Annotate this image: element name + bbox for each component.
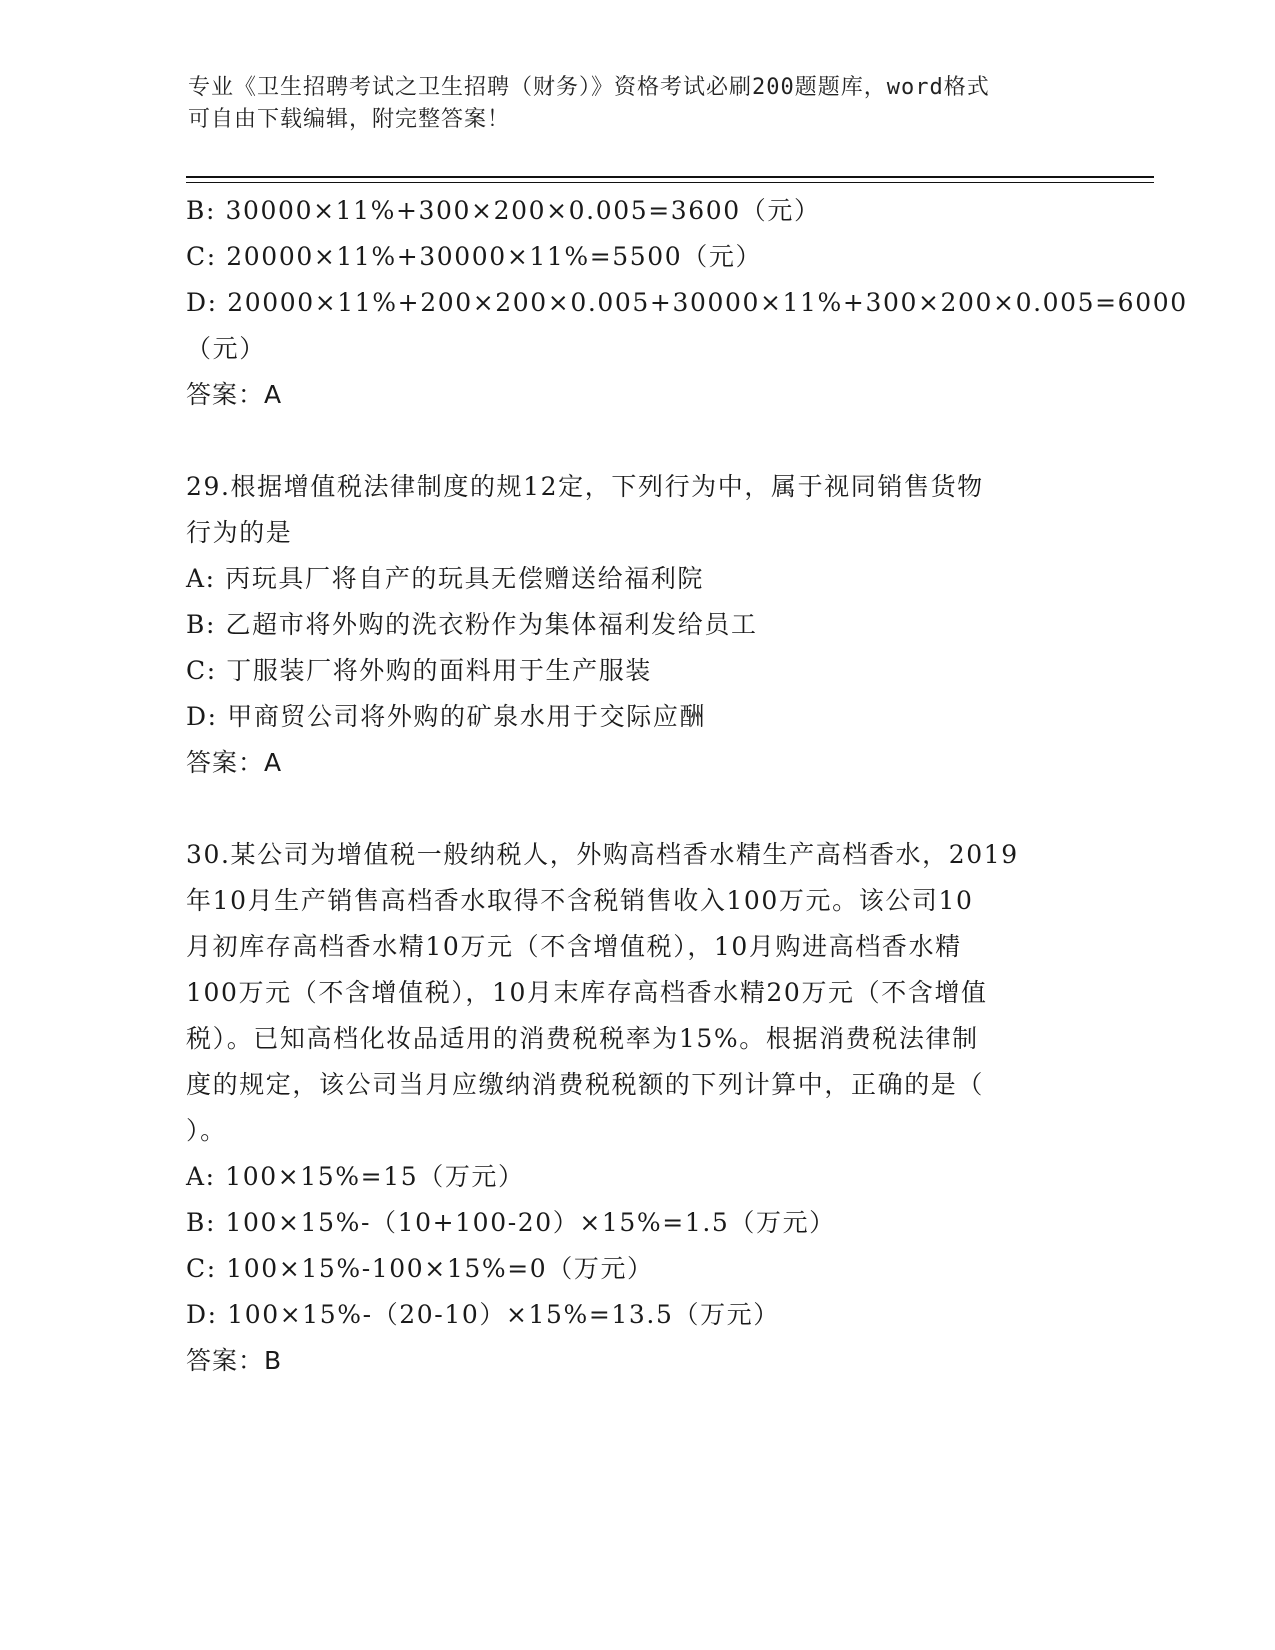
q29-stem-line-2: 行为的是 [186, 518, 293, 547]
q30-stem-line-7: ）。 [186, 1116, 227, 1145]
q29-option-d: D: 甲商贸公司将外购的矿泉水用于交际应酬 [186, 702, 707, 731]
q28-option-b: B: 30000×11%+300×200×0.005=3600（元） [186, 196, 821, 225]
q30-answer: 答案：B [186, 1346, 283, 1375]
q30-option-c: C: 100×15%-100×15%=0（万元） [186, 1254, 654, 1283]
q30-option-a: A: 100×15%=15（万元） [186, 1162, 525, 1191]
document-body [186, 188, 1188, 1384]
q28-option-c: C: 20000×11%+30000×11%=5500（元） [186, 242, 763, 271]
q30-stem-line-4: 100万元（不含增值税），10月末库存高档香水精20万元（不含增值 [186, 978, 988, 1007]
header-divider-thick [186, 176, 1154, 178]
q28-option-d-line-1: D: 20000×11%+200×200×0.005+30000×11%+300×200×0.005=6000 [186, 288, 1188, 317]
header-title-line-2: 可自由下载编辑，附完整答案！ [188, 107, 511, 132]
q30-stem-line-6: 度的规定，该公司当月应缴纳消费税税额的下列计算中，正确的是（ [186, 1070, 985, 1099]
q29-stem-line-1: 29.根据增值税法律制度的规12定，下列行为中，属于视同销售货物 [186, 472, 984, 501]
header-divider-thin [186, 182, 1154, 183]
q30-stem-line-1: 30.某公司为增值税一般纳税人，外购高档香水精生产高档香水，2019 [186, 840, 1019, 869]
spacer [186, 786, 1086, 832]
q30-stem-line-2: 年10月生产销售高档香水取得不含税销售收入100万元。该公司10 [186, 886, 974, 915]
q29-option-b: B: 乙超市将外购的洗衣粉作为集体福利发给员工 [186, 610, 758, 639]
q29-option-a: A: 丙玩具厂将自产的玩具无偿赠送给福利院 [186, 564, 705, 593]
q28-option-d-line-2: （元） [186, 334, 266, 363]
q30-option-b: B: 100×15%-（10+100-20）×15%=1.5（万元） [186, 1208, 836, 1237]
page-header [188, 72, 1088, 136]
header-title-line-1: 专业《卫生招聘考试之卫生招聘（财务）》资格考试必刷200题题库，word格式 [188, 75, 990, 100]
q30-stem-line-3: 月初库存高档香水精10万元（不含增值税），10月购进高档香水精 [186, 932, 962, 961]
q30-option-d: D: 100×15%-（20-10）×15%=13.5（万元） [186, 1300, 780, 1329]
q30-stem-line-5: 税）。已知高档化妆品适用的消费税税率为15%。根据消费税法律制 [186, 1024, 979, 1053]
question-28-tail [186, 188, 1188, 418]
q29-answer: 答案：A [186, 748, 283, 777]
q29-option-c: C: 丁服装厂将外购的面料用于生产服装 [186, 656, 652, 685]
question-30 [186, 832, 1086, 1384]
spacer [186, 418, 1086, 464]
q28-answer: 答案：A [186, 380, 283, 409]
question-29 [186, 464, 1086, 786]
